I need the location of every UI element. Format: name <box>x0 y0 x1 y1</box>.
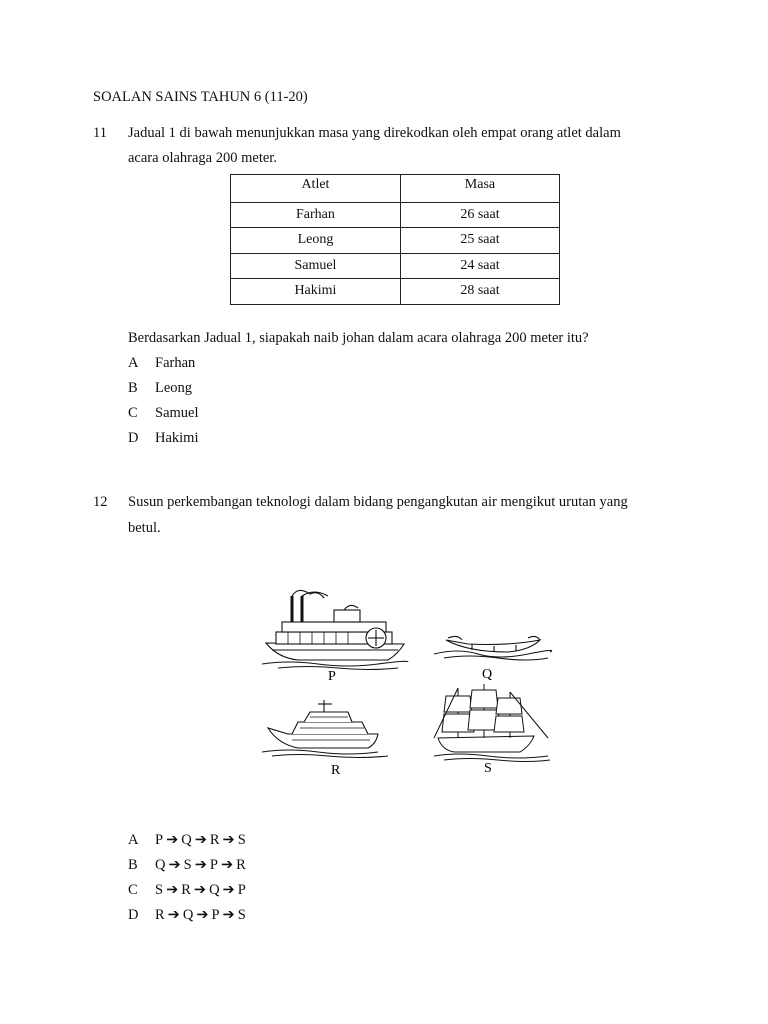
option-text: Farhan <box>155 355 196 371</box>
figure-label-p: P <box>328 669 336 684</box>
arrow-icon: ➔ <box>168 857 181 873</box>
ferry-image <box>262 700 388 758</box>
option-sequence: S ➔ R ➔ Q ➔ P <box>155 882 246 898</box>
option-letter: D <box>128 907 139 923</box>
q12-option-c[interactable] <box>0 882 400 902</box>
option-sequence: P ➔ Q ➔ R ➔ S <box>155 832 246 848</box>
table-header-atlet: Atlet <box>231 175 401 203</box>
table-cell-masa: 24 saat <box>400 253 559 279</box>
canoe-image <box>434 636 552 660</box>
question-12-text-line2: betul. <box>128 520 161 536</box>
question-11-number: 11 <box>93 125 107 141</box>
steamboat-image <box>262 590 408 669</box>
q12-option-d[interactable] <box>0 907 400 927</box>
page-header: SOALAN SAINS TAHUN 6 (11-20) <box>93 89 308 105</box>
q11-option-c[interactable] <box>0 405 400 425</box>
table-row <box>231 279 560 305</box>
arrow-icon: ➔ <box>194 857 207 873</box>
option-letter: A <box>128 355 139 371</box>
arrow-icon: ➔ <box>220 857 234 873</box>
q11-option-a[interactable] <box>0 355 400 375</box>
arrow-icon: ➔ <box>222 882 235 898</box>
table-header-masa: Masa <box>400 175 559 203</box>
table-row <box>231 202 560 228</box>
option-letter: B <box>128 857 138 873</box>
q11-option-b[interactable] <box>0 380 400 400</box>
question-12-text-line1: Susun perkembangan teknologi dalam bidang pengangkutan air mengikut urutan yang <box>128 494 628 510</box>
figure-label-s: S <box>484 761 492 776</box>
arrow-icon: ➔ <box>193 882 207 898</box>
option-text: Leong <box>155 380 193 396</box>
option-letter: B <box>128 380 138 396</box>
arrow-icon: ➔ <box>166 882 179 898</box>
question-12-number: 12 <box>93 494 108 510</box>
option-sequence: R ➔ Q ➔ P ➔ S <box>155 907 246 923</box>
table-jadual-1 <box>230 174 560 305</box>
table-cell-masa: 28 saat <box>400 279 559 305</box>
table-row <box>231 253 560 279</box>
option-letter: C <box>128 405 138 421</box>
arrow-icon: ➔ <box>222 907 235 923</box>
table-row <box>231 228 560 254</box>
option-letter: C <box>128 882 138 898</box>
arrow-icon: ➔ <box>196 907 209 923</box>
option-text: Samuel <box>155 405 199 421</box>
question-11-prompt: Berdasarkan Jadual 1, siapakah naib johan dalam acara olahraga 200 meter itu? <box>128 330 589 346</box>
arrow-icon: ➔ <box>167 907 180 923</box>
table-header-row <box>231 175 560 203</box>
boats-figure <box>258 588 558 788</box>
option-sequence: Q ➔ S ➔ P ➔ R <box>155 857 246 873</box>
question-11-text-line2: acara olahraga 200 meter. <box>128 150 277 166</box>
q11-option-d[interactable] <box>0 430 400 450</box>
figure-label-r: R <box>331 763 341 778</box>
sailing-ship-image <box>434 684 550 762</box>
arrow-icon: ➔ <box>194 832 207 848</box>
table-cell-atlet: Leong <box>231 228 401 254</box>
q12-option-b[interactable] <box>0 857 400 877</box>
table-cell-masa: 26 saat <box>400 202 559 228</box>
question-11-text-line1: Jadual 1 di bawah menunjukkan masa yang direkodkan oleh empat orang atlet dalam <box>128 125 621 141</box>
option-text: Hakimi <box>155 430 199 446</box>
arrow-icon: ➔ <box>222 832 235 848</box>
table-cell-atlet: Hakimi <box>231 279 401 305</box>
boats-illustration <box>258 588 558 788</box>
option-letter: A <box>128 832 139 848</box>
table-cell-atlet: Farhan <box>231 202 401 228</box>
arrow-icon: ➔ <box>166 832 179 848</box>
table-cell-atlet: Samuel <box>231 253 401 279</box>
q12-option-a[interactable] <box>0 832 400 852</box>
table-cell-masa: 25 saat <box>400 228 559 254</box>
option-letter: D <box>128 430 139 446</box>
figure-label-q: Q <box>482 667 493 682</box>
